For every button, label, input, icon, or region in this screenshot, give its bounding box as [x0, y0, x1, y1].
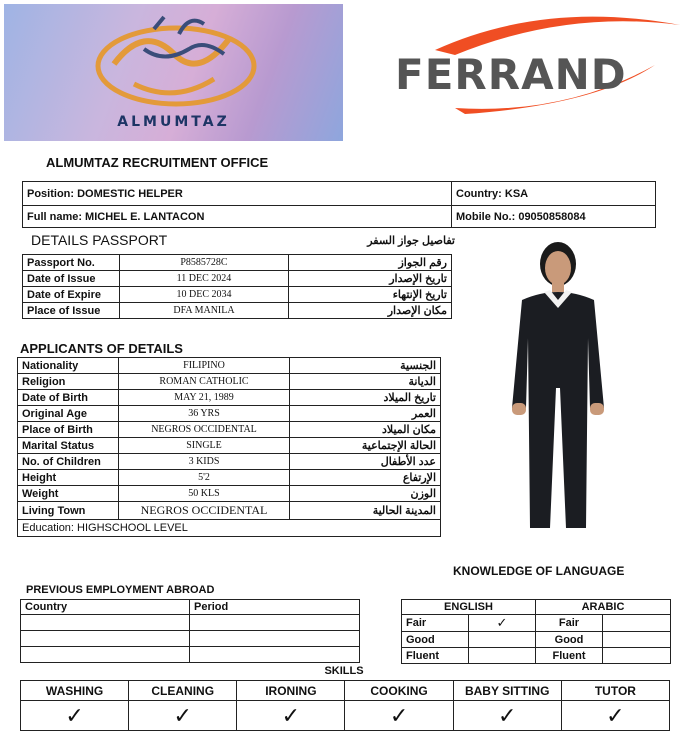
row-label-ar: الإرتفاع: [290, 470, 441, 486]
applicant-section-title: APPLICANTS OF DETAILS: [20, 341, 183, 356]
row-value: 10 DEC 2034: [120, 287, 289, 303]
row-value: MAY 21, 1989: [119, 390, 290, 406]
row-label-ar: تاريخ الإنتهاء: [289, 287, 452, 303]
full-name-field: Full name: MICHEL E. LANTACON: [23, 206, 452, 228]
employment-country-header: Country: [21, 600, 190, 615]
arabic-level-label: Fair: [536, 615, 603, 632]
table-row: [18, 406, 441, 422]
english-level-label: Good: [402, 632, 469, 648]
position-field: Position: DOMESTIC HELPER: [23, 182, 452, 206]
language-section-title: KNOWLEDGE OF LANGUAGE: [453, 564, 625, 578]
row-value: 36 YRS: [119, 406, 290, 422]
table-row: [23, 287, 452, 303]
table-row: [18, 374, 441, 390]
english-fair-check: ✓: [469, 615, 536, 632]
row-label: Place of Birth: [18, 422, 119, 438]
table-row: [18, 520, 441, 537]
row-label-ar: رقم الجواز: [289, 255, 452, 271]
row-label-ar: العمر: [290, 406, 441, 422]
table-row: [18, 486, 441, 502]
row-label: Date of Expire: [23, 287, 120, 303]
table-row: [18, 502, 441, 520]
applicant-table: [17, 357, 441, 537]
skill-baby-sitting-label: BABY SITTING: [453, 681, 561, 701]
row-label: Height: [18, 470, 119, 486]
row-label: Religion: [18, 374, 119, 390]
row-value: ROMAN CATHOLIC: [119, 374, 290, 390]
skill-tutor-label: TUTOR: [561, 681, 669, 701]
row-label: Living Town: [18, 502, 119, 520]
row-label-ar: الديانة: [290, 374, 441, 390]
table-row: [21, 681, 670, 701]
skill-cleaning-label: CLEANING: [129, 681, 237, 701]
employment-section-title: PREVIOUS EMPLOYMENT ABROAD: [26, 584, 215, 596]
row-value: P8585728C: [120, 255, 289, 271]
applicant-photo: [500, 238, 615, 538]
table-row: [18, 390, 441, 406]
almumtaz-logo: [4, 4, 343, 141]
english-header: ENGLISH: [402, 600, 536, 615]
english-level-label: Fluent: [402, 648, 469, 664]
arabic-level-label: Good: [536, 632, 603, 648]
skills-section-title: SKILLS: [324, 665, 364, 677]
row-value: 50 KLS: [119, 486, 290, 502]
ferrand-logo: [395, 10, 680, 120]
ferrand-logo-text: FERRAND: [395, 50, 627, 99]
skill-washing-label: WASHING: [21, 681, 129, 701]
row-label-ar: مكان الميلاد: [290, 422, 441, 438]
table-row: [18, 438, 441, 454]
table-row: [402, 632, 671, 648]
row-value: 5'2: [119, 470, 290, 486]
english-level-label: Fair: [402, 615, 469, 632]
passport-table: [22, 254, 452, 319]
table-row: [18, 422, 441, 438]
row-label: Place of Issue: [23, 303, 120, 319]
row-label: Original Age: [18, 406, 119, 422]
passport-section-title-ar: تفاصيل جواز السفر: [367, 235, 455, 247]
row-label-ar: الجنسية: [290, 358, 441, 374]
row-label-ar: تاريخ الميلاد: [290, 390, 441, 406]
skill-ironing-label: IRONING: [237, 681, 345, 701]
skill-washing-check-icon: ✓: [21, 701, 129, 731]
table-row: [402, 615, 671, 632]
row-label: Date of Issue: [23, 271, 120, 287]
row-label-ar: مكان الإصدار: [289, 303, 452, 319]
table-row: [21, 600, 360, 615]
row-label-ar: المدينة الحالية: [290, 502, 441, 520]
arabic-level-label: Fluent: [536, 648, 603, 664]
arabic-header: ARABIC: [536, 600, 671, 615]
skill-cooking-label: COOKING: [345, 681, 453, 701]
row-label: Date of Birth: [18, 390, 119, 406]
table-row: [21, 647, 360, 663]
row-value: NEGROS OCCIDENTAL: [119, 422, 290, 438]
row-value: FILIPINO: [119, 358, 290, 374]
employment-period-header: Period: [190, 600, 360, 615]
row-label-ar: عدد الأطفال: [290, 454, 441, 470]
row-label-ar: الحالة الإجتماعية: [290, 438, 441, 454]
table-row: [18, 454, 441, 470]
table-row: [18, 470, 441, 486]
skills-table: [20, 680, 670, 731]
mobile-field: Mobile No.: 09050858084: [452, 206, 656, 228]
employment-table: [20, 599, 360, 663]
skill-baby-sitting-check-icon: ✓: [453, 701, 561, 731]
row-label-ar: الوزن: [290, 486, 441, 502]
row-label: Weight: [18, 486, 119, 502]
skill-cleaning-check-icon: ✓: [129, 701, 237, 731]
row-value: 11 DEC 2024: [120, 271, 289, 287]
skill-ironing-check-icon: ✓: [237, 701, 345, 731]
row-label: Marital Status: [18, 438, 119, 454]
row-label: Passport No.: [23, 255, 120, 271]
row-label: Nationality: [18, 358, 119, 374]
row-label-ar: تاريخ الإصدار: [289, 271, 452, 287]
table-row: [18, 358, 441, 374]
language-table: [401, 599, 671, 664]
table-row: [23, 271, 452, 287]
table-row: [402, 600, 671, 615]
education-field: Education: HIGHSCHOOL LEVEL: [18, 520, 441, 537]
table-row: [21, 631, 360, 647]
header-info-table: [22, 181, 656, 228]
table-row: [21, 615, 360, 631]
almumtaz-logo-text: ALMUMTAZ: [117, 114, 230, 130]
row-value: DFA MANILA: [120, 303, 289, 319]
skill-tutor-check-icon: ✓: [561, 701, 669, 731]
passport-section-title: DETAILS PASSPORT: [31, 232, 168, 248]
row-value: 3 KIDS: [119, 454, 290, 470]
table-row: [23, 303, 452, 319]
row-value: NEGROS OCCIDENTAL: [119, 502, 290, 520]
row-label: No. of Children: [18, 454, 119, 470]
row-value: SINGLE: [119, 438, 290, 454]
office-title: ALMUMTAZ RECRUITMENT OFFICE: [46, 155, 269, 170]
skill-cooking-check-icon: ✓: [345, 701, 453, 731]
table-row: [402, 648, 671, 664]
table-row: [23, 255, 452, 271]
table-row: [21, 701, 670, 731]
country-field: Country: KSA: [452, 182, 656, 206]
